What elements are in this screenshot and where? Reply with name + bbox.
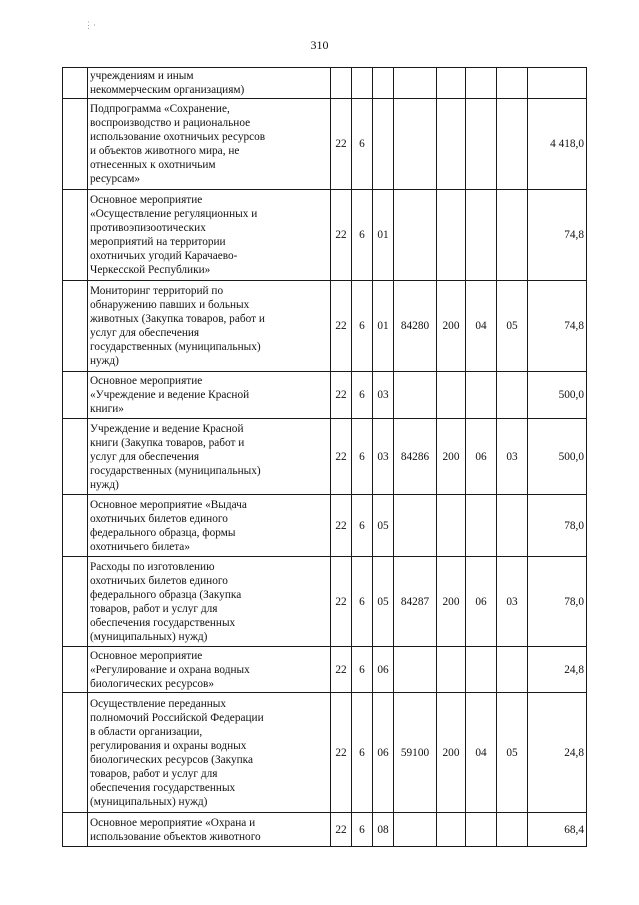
section-code-cell: 06 <box>466 419 497 495</box>
expense-type-cell: 200 <box>437 693 466 813</box>
program-code-cell: 22 <box>331 99 352 190</box>
section-code-cell <box>466 99 497 190</box>
section-code-cell <box>466 813 497 847</box>
subsection-code-cell: 03 <box>497 419 528 495</box>
measure-code-cell: 03 <box>373 372 394 419</box>
expense-type-cell <box>437 813 466 847</box>
measure-code-cell <box>373 99 394 190</box>
expense-type-cell <box>437 372 466 419</box>
row-number-cell <box>63 68 88 99</box>
direction-code-cell <box>394 372 437 419</box>
row-number-cell <box>63 419 88 495</box>
item-name-cell: Основное мероприятие «Регулирование и охрана водных биологических ресурсов» <box>88 647 331 693</box>
subsection-code-cell <box>497 68 528 99</box>
table-row <box>63 419 587 495</box>
row-number-cell <box>63 281 88 372</box>
item-name-cell: Основное мероприятие «Учреждение и ведение Красной книги» <box>88 372 331 419</box>
table-row <box>63 813 587 847</box>
measure-code-cell: 03 <box>373 419 394 495</box>
section-code-cell <box>466 372 497 419</box>
item-name-cell: Мониторинг территорий по обнаружению павших и больных животных (Закупка товаров, работ и услуг для обеспечения государственных (муниципальных) нужд) <box>88 281 331 372</box>
direction-code-cell <box>394 495 437 557</box>
program-code-cell: 22 <box>331 495 352 557</box>
section-code-cell: 06 <box>466 557 497 647</box>
direction-code-cell <box>394 99 437 190</box>
budget-table-body <box>63 68 587 847</box>
expense-type-cell <box>437 647 466 693</box>
expense-type-cell <box>437 190 466 281</box>
item-name-cell: Основное мероприятие «Выдача охотничьих билетов единого федерального образца, формы охотничьего билета» <box>88 495 331 557</box>
subprogram-code-cell: 6 <box>352 557 373 647</box>
amount-cell: 500,0 <box>528 419 587 495</box>
section-code-cell <box>466 190 497 281</box>
program-code-cell: 22 <box>331 693 352 813</box>
direction-code-cell <box>394 813 437 847</box>
table-row <box>63 68 587 99</box>
row-number-cell <box>63 813 88 847</box>
direction-code-cell <box>394 647 437 693</box>
subprogram-code-cell: 6 <box>352 495 373 557</box>
amount-cell: 74,8 <box>528 281 587 372</box>
measure-code-cell: 08 <box>373 813 394 847</box>
subprogram-code-cell: 6 <box>352 372 373 419</box>
expense-type-cell: 200 <box>437 419 466 495</box>
measure-code-cell: 06 <box>373 693 394 813</box>
subsection-code-cell <box>497 190 528 281</box>
row-number-cell <box>63 99 88 190</box>
item-name-cell: Учреждение и ведение Красной книги (Закупка товаров, работ и услуг для обеспечения государственных (муниципальных) нужд) <box>88 419 331 495</box>
direction-code-cell: 84280 <box>394 281 437 372</box>
expense-type-cell: 200 <box>437 557 466 647</box>
section-code-cell <box>466 647 497 693</box>
subprogram-code-cell: 6 <box>352 190 373 281</box>
amount-cell: 78,0 <box>528 495 587 557</box>
expense-type-cell: 200 <box>437 281 466 372</box>
direction-code-cell: 59100 <box>394 693 437 813</box>
row-number-cell <box>63 557 88 647</box>
section-code-cell <box>466 495 497 557</box>
scan-mark: ⋮· <box>84 20 96 30</box>
row-number-cell <box>63 693 88 813</box>
subsection-code-cell: 05 <box>497 693 528 813</box>
direction-code-cell: 84286 <box>394 419 437 495</box>
item-name-cell: Основное мероприятие «Осуществление регуляционных и противоэпизоотических мероприятий на территории охотничьих угодий Карачаево- Черкесской Республики» <box>88 190 331 281</box>
direction-code-cell: 84287 <box>394 557 437 647</box>
direction-code-cell <box>394 68 437 99</box>
budget-table <box>62 67 587 847</box>
amount-cell: 24,8 <box>528 693 587 813</box>
item-name-cell: Расходы по изготовлению охотничьих билетов единого федерального образца (Закупка товаров, работ и услуг для обеспечения государственных (муниципальных) нужд) <box>88 557 331 647</box>
amount-cell: 74,8 <box>528 190 587 281</box>
section-code-cell <box>466 68 497 99</box>
program-code-cell: 22 <box>331 813 352 847</box>
expense-type-cell <box>437 495 466 557</box>
subprogram-code-cell: 6 <box>352 693 373 813</box>
table-row <box>63 281 587 372</box>
subprogram-code-cell: 6 <box>352 281 373 372</box>
subsection-code-cell <box>497 99 528 190</box>
section-code-cell: 04 <box>466 693 497 813</box>
subsection-code-cell <box>497 813 528 847</box>
amount-cell: 78,0 <box>528 557 587 647</box>
section-code-cell: 04 <box>466 281 497 372</box>
item-name-cell: учреждениям и иным некоммерческим организациям) <box>88 68 331 99</box>
measure-code-cell <box>373 68 394 99</box>
subsection-code-cell <box>497 647 528 693</box>
page-number: 310 <box>310 38 329 52</box>
subsection-code-cell: 03 <box>497 557 528 647</box>
subprogram-code-cell <box>352 68 373 99</box>
subsection-code-cell <box>497 495 528 557</box>
table-row <box>63 372 587 419</box>
subprogram-code-cell: 6 <box>352 813 373 847</box>
measure-code-cell: 06 <box>373 647 394 693</box>
subprogram-code-cell: 6 <box>352 419 373 495</box>
program-code-cell: 22 <box>331 190 352 281</box>
table-row <box>63 495 587 557</box>
measure-code-cell: 01 <box>373 281 394 372</box>
subprogram-code-cell: 6 <box>352 647 373 693</box>
program-code-cell: 22 <box>331 281 352 372</box>
table-row <box>63 99 587 190</box>
expense-type-cell <box>437 68 466 99</box>
measure-code-cell: 05 <box>373 495 394 557</box>
item-name-cell: Подпрограмма «Сохранение, воспроизводство и рациональное использование охотничьих ресурсов и объектов животного мира, не отнесенных к охотничьим ресурсам» <box>88 99 331 190</box>
row-number-cell <box>63 372 88 419</box>
item-name-cell: Основное мероприятие «Охрана и использование объектов животного <box>88 813 331 847</box>
amount-cell <box>528 68 587 99</box>
subsection-code-cell <box>497 372 528 419</box>
program-code-cell: 22 <box>331 557 352 647</box>
table-row <box>63 647 587 693</box>
amount-cell: 68,4 <box>528 813 587 847</box>
program-code-cell: 22 <box>331 372 352 419</box>
amount-cell: 24,8 <box>528 647 587 693</box>
table-row <box>63 557 587 647</box>
program-code-cell: 22 <box>331 647 352 693</box>
amount-cell: 4 418,0 <box>528 99 587 190</box>
direction-code-cell <box>394 190 437 281</box>
subprogram-code-cell: 6 <box>352 99 373 190</box>
item-name-cell: Осуществление переданных полномочий Российской Федерации в области организации, регулирования и охраны водных биологических ресурсов (Закупка товаров, работ и услуг для обеспечения государственных (муниципальных) нужд) <box>88 693 331 813</box>
program-code-cell <box>331 68 352 99</box>
program-code-cell: 22 <box>331 419 352 495</box>
expense-type-cell <box>437 99 466 190</box>
measure-code-cell: 01 <box>373 190 394 281</box>
table-row <box>63 190 587 281</box>
row-number-cell <box>63 190 88 281</box>
measure-code-cell: 05 <box>373 557 394 647</box>
row-number-cell <box>63 495 88 557</box>
row-number-cell <box>63 647 88 693</box>
subsection-code-cell: 05 <box>497 281 528 372</box>
amount-cell: 500,0 <box>528 372 587 419</box>
table-row <box>63 693 587 813</box>
